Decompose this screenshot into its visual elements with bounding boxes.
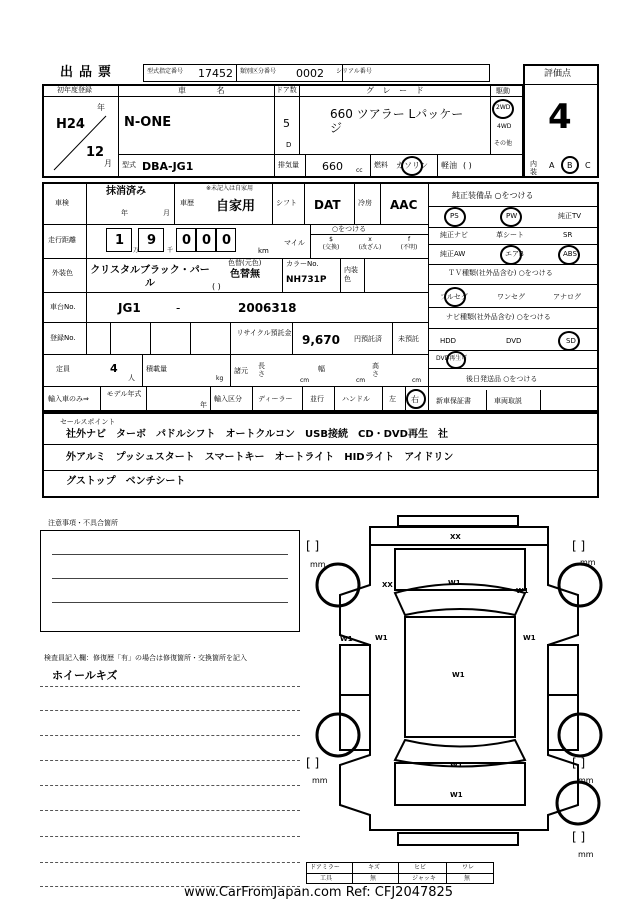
svg-text:[ ]: [ ] xyxy=(572,830,586,844)
mileage-digit-1: 1 xyxy=(115,233,125,248)
mileage-digit-5: 0 xyxy=(222,233,232,248)
svg-text:mm: mm xyxy=(578,776,594,785)
inspector-label: 検査員記入欄：修復歴「有」の場合は修復箇所・交換箇所を記入 xyxy=(44,654,247,662)
exterior-color: クリスタルブラック・パール xyxy=(90,265,210,289)
chassis-prefix: JG1 xyxy=(118,301,141,315)
class-number: 0002 xyxy=(296,67,324,80)
svg-text:mm: mm xyxy=(580,558,596,567)
ps-circle xyxy=(444,207,466,227)
sheet-title: 出品票 xyxy=(60,65,118,80)
mileage-digit-4: 0 xyxy=(202,233,212,248)
caution-label: 注意事項・不具合箇所 xyxy=(48,519,118,527)
svg-text:mm: mm xyxy=(310,560,326,569)
capacity-value: 4 xyxy=(110,362,118,375)
car-name-label: 車 名 xyxy=(178,86,239,95)
sd-circle xyxy=(558,331,580,351)
drive-2wd-circle xyxy=(492,99,514,119)
equipment-title: 純正装備品 ○をつける xyxy=(452,191,534,200)
svg-text:[ ]: [ ] xyxy=(572,539,586,553)
svg-text:[ ]: [ ] xyxy=(306,756,320,770)
class-label: 類別区分番号 xyxy=(240,68,277,75)
svg-text:[ ]: [ ] xyxy=(306,539,320,553)
reg-month: 12 xyxy=(86,145,105,160)
doors-label: ドア数 xyxy=(276,86,297,94)
handle-right-circle xyxy=(406,389,426,409)
sales-line-1: 社外ナビ ターボ パドルシフト オートクルコン USB接続 CD・DVD再生 社 xyxy=(66,429,448,440)
pw-circle xyxy=(500,207,522,227)
dvd-play-circle xyxy=(446,351,466,369)
displacement: 660 xyxy=(322,160,343,173)
recycle-amount: 9,670 xyxy=(302,333,340,347)
caution-box xyxy=(40,530,300,632)
model-cert-label: 型式指定番号 xyxy=(147,68,184,75)
svg-text:[ ]: [ ] xyxy=(572,756,586,770)
mark-rear-w1: W1 xyxy=(450,761,463,769)
reg-year: H24 xyxy=(56,117,85,132)
ac-value: AAC xyxy=(390,198,418,212)
repaint-value: 色替無 xyxy=(230,269,260,280)
watermark-text: www.CarFromJapan.com Ref: CFJ2047825 xyxy=(184,885,454,900)
interior-b-circle xyxy=(561,156,579,174)
mark-left-door-w1: W1 xyxy=(340,635,353,643)
fullseg-circle xyxy=(444,287,466,307)
mark-hood-w1: W1 xyxy=(448,579,461,587)
car-name: N-ONE xyxy=(124,115,172,130)
mark-right-fender-w1: W1 xyxy=(516,587,529,595)
mark-front-xx: XX xyxy=(450,533,461,541)
drive-label: 駆動 xyxy=(496,87,510,95)
serial-label: シリアル番号 xyxy=(336,68,372,75)
score-value: 4 xyxy=(548,97,572,137)
airbag-circle xyxy=(500,245,522,265)
abs-circle xyxy=(558,245,580,265)
car-damage-diagram xyxy=(300,505,620,865)
score-label: 評価点 xyxy=(544,69,572,79)
mark-bumper-w1: W1 xyxy=(450,791,463,799)
shaken-value: 抹消済み xyxy=(106,186,146,197)
svg-text:mm: mm xyxy=(578,850,594,859)
svg-text:mm: mm xyxy=(312,776,328,785)
model-type: DBA-JG1 xyxy=(142,160,194,173)
fuel-gasoline-circle xyxy=(401,156,423,176)
mark-left-panel-w1: W1 xyxy=(375,634,388,642)
doors-value: 5 xyxy=(283,117,290,130)
grade-value: 660 ツアラー Lパッケージ xyxy=(330,107,464,135)
mileage-digit-3: 0 xyxy=(182,233,192,248)
history-value: 自家用 xyxy=(216,199,256,214)
sales-line-2: 外アルミ プッシュスタート スマートキー オートライト HIDライト アイドリン xyxy=(66,452,454,463)
first-reg-label: 初年度登録 xyxy=(57,86,92,94)
model-cert-number: 17452 xyxy=(198,67,233,80)
grade-label: グ レ ー ド xyxy=(366,86,427,95)
mark-left-front-xx: XX xyxy=(382,581,393,589)
inspector-note: ホイールキズ xyxy=(52,669,118,682)
mark-right-door-w1: W1 xyxy=(523,634,536,642)
mileage-digit-2: 9 xyxy=(147,233,157,248)
date-divider xyxy=(50,112,110,174)
chassis-number: 2006318 xyxy=(238,301,297,315)
color-number: NH731P xyxy=(286,275,327,285)
shift-value: DAT xyxy=(314,198,341,212)
mark-roof-w1: W1 xyxy=(452,671,465,679)
sales-line-3: グストップ ベンチシート xyxy=(66,476,186,487)
